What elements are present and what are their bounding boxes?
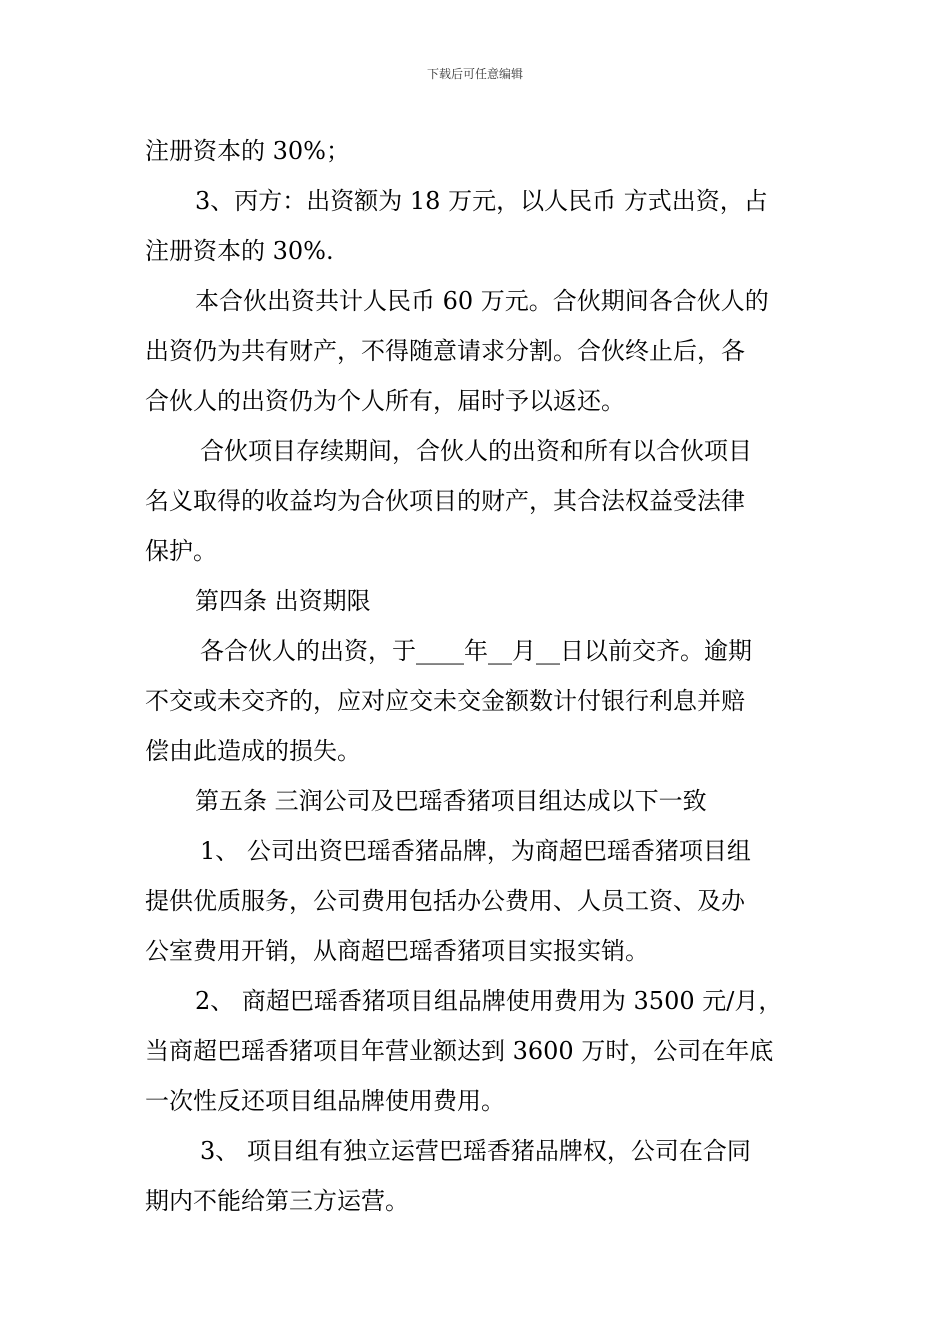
text-line: 提供优质服务，公司费用包括办公费用、人员工资、及办 [145, 887, 745, 915]
page-header: 下载后可任意编辑 [426, 67, 523, 81]
text-line: 不交或未交齐的，应对应交未交金额数计付银行利息并赔 [145, 687, 745, 715]
text-line: 2、 商超巴瑶香猪项目组品牌使用费用为 3500 元/月， [195, 987, 783, 1015]
text-line: 期内不能给第三方运营。 [145, 1187, 409, 1215]
text-line: 注册资本的 30%； [145, 137, 350, 165]
text-line: 一次性反还项目组品牌使用费用。 [145, 1087, 505, 1115]
text-line: 合伙人的出资仍为个人所有，届时予以返还。 [145, 387, 625, 415]
text-line: 3、 项目组有独立运营巴瑶香猪品牌权，公司在合同 [200, 1137, 751, 1165]
text-line: 注册资本的 30%. [145, 237, 334, 265]
text-line: 公室费用开销，从商超巴瑶香猪项目实报实销。 [145, 937, 649, 965]
section-heading: 第四条 出资期限 [195, 587, 371, 615]
text-line: 3、丙方：出资额为 18 万元，以人民币 方式出资，占 [195, 187, 768, 215]
text-line: 保护。 [145, 537, 217, 565]
text-line: 出资仍为共有财产，不得随意请求分割。合伙终止后，各 [145, 337, 745, 365]
text-line: 1、 公司出资巴瑶香猪品牌，为商超巴瑶香猪项目组 [200, 837, 751, 865]
text-line: 各合伙人的出资，于____年__月__日以前交齐。逾期 [200, 637, 752, 665]
text-line: 偿由此造成的损失。 [145, 737, 361, 765]
section-heading: 第五条 三润公司及巴瑶香猪项目组达成以下一致 [195, 787, 707, 815]
text-line: 合伙项目存续期间，合伙人的出资和所有以合伙项目 [200, 437, 752, 465]
text-line: 本合伙出资共计人民币 60 万元。合伙期间各合伙人的 [195, 287, 769, 315]
text-line: 当商超巴瑶香猪项目年营业额达到 3600 万时，公司在年底 [145, 1037, 774, 1065]
document-body [145, 126, 810, 1226]
text-line: 名义取得的收益均为合伙项目的财产，其合法权益受法律 [145, 487, 745, 515]
